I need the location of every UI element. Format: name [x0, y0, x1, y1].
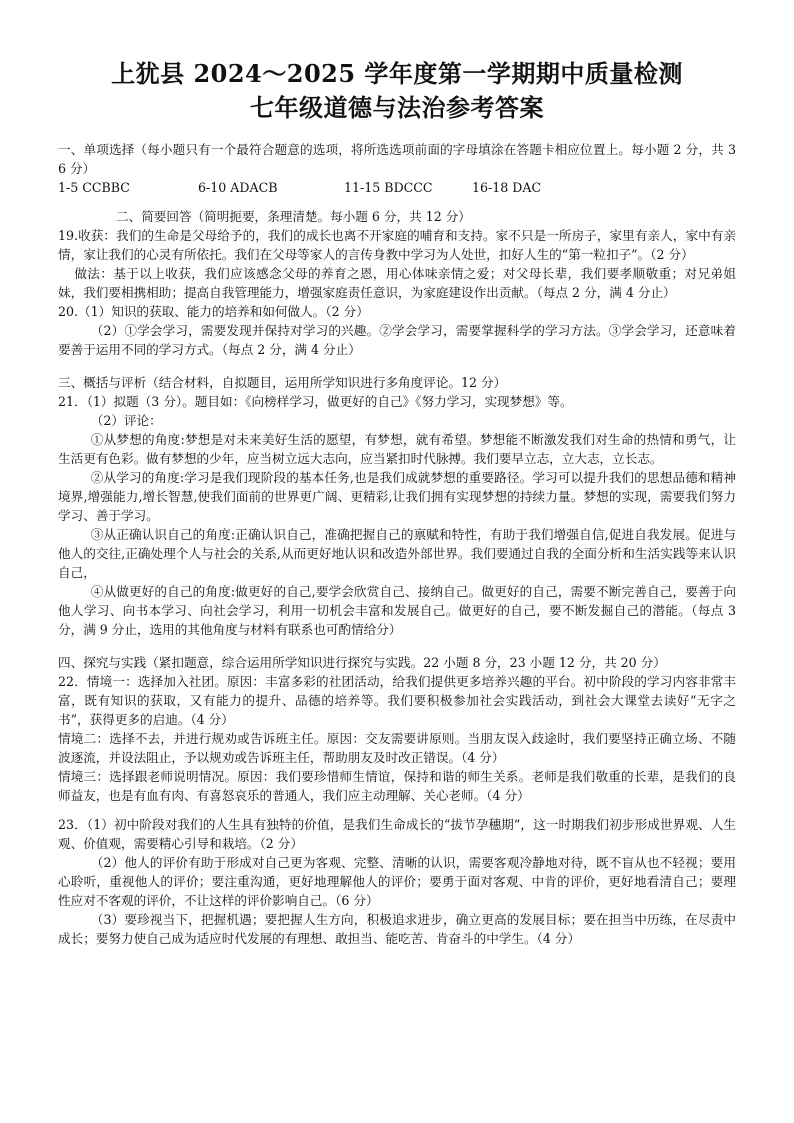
q21-part1: 21．（1）拟题（3 分）。题目如：《向榜样学习，做更好的自己》《努力学习，实现梦想》等。 [58, 394, 573, 409]
multiple-choice-answers [58, 178, 736, 197]
q22-scenario3: 情境三：选择跟老师说明情况。原因：我们要珍惜师生情谊，保持和谐的师生关系。老师是我们敬重的长辈，是我们的良师益友，也是有血有肉、有喜怒哀乐的普通人，我们应主动理解、关心老师。（4 分） [58, 769, 736, 803]
exam-title: 上犹县 2024～2025 学年度第一学期期中质量检测 [111, 59, 683, 88]
q19-practice: 做法：基于以上收获，我们应该感念父母的养育之恩，用心体味亲情之爱；对父母长辈，我们要孝顺敬重；对兄弟姐妹，我们要相携相助；提高自我管理能力，增强家庭责任意识，为家庭建设作出贡献。（每点 2 分，满 4 分止） [58, 266, 736, 300]
q21-point-better-self: ④从做更好的自己的角度:做更好的自己,要学会欣赏自己、接纳自己。做更好的自己，需要不断完善自己，要善于向他人学习、向书本学习、向社会学习，利用一切机会丰富和发展自己。做更好的自己，要不断发掘自己的潜能。（每点 3 分，满 9 分止，选用的其他角度与材料有联系也可酌情给分） [58, 584, 736, 637]
q21-part2: （2）评论： [90, 413, 162, 428]
mc-answer-6-10: 6-10 ADACB [198, 180, 278, 195]
q21-point-self: ③从正确认识自己的角度:正确认识自己，准确把握自己的禀赋和特性，有助于我们增强自信,促进自我发展。促进与他人的交往,正确处理个人与社会的关系,从而更好地认识和改造外部世界。我们要通过自我的全面分析和生活实践等来认识自己， [58, 527, 736, 580]
q23-part2: （2）他人的评价有助于形成对自己更为客观、完整、清晰的认识，需要客观冷静地对待，既不盲从也不轻视；要用心聆听，重视他人的评价；要注重沟通，更好地理解他人的评价；要勇于面对客观、中肯的评价，更好地看清自己；要理性应对不客观的评价，不让这样的评价影响自己。（6 分） [58, 855, 736, 908]
section1-heading: 一、单项选择（每小题只有一个最符合题意的选项，将所选选项前面的字母填涂在答题卡相应位置上。每小题 2 分，共 36 分） [58, 142, 736, 176]
q19-gain: 19.收获：我们的生命是父母给予的，我们的成长也离不开家庭的哺育和支持。家不只是一所房子，家里有亲人，家中有亲情，家让我们的心灵有所依托。我们在父母等家人的言传身教中学习为人处世，扣好人生的“第一粒扣子”。（2 分） [58, 228, 736, 262]
q23-part1: 23．（1）初中阶段对我们的人生具有独特的价值，是我们生命成长的“拔节孕穗期”，这一时期我们初步形成世界观、人生观、价值观，需要精心引导和栽培。（2 分） [58, 817, 736, 851]
q23-part3: （3）要珍视当下，把握机遇；要把握人生方向，积极追求进步，确立更高的发展目标；要在担当中历练，在尽责中成长；要努力使自己成为适应时代发展的有理想、敢担当、能吃苦、肯奋斗的中学生。（4 分） [58, 912, 736, 946]
section3-heading: 三、概括与评析（结合材料，自拟题目，运用所学知识进行多角度评论。12 分） [58, 375, 507, 390]
q21-point-study: ②从学习的角度:学习是我们现阶段的基本任务,也是我们成就梦想的重要路径。学习可以提升我们的思想品德和精神境界,增强能力,增长智慧,使我们面前的世界更广阔、更精彩,让我们拥有实现梦想的持续力量。梦想的实现，需要我们努力学习、善于学习。 [58, 470, 736, 523]
q22-scenario2: 情境二：选择不去，并进行规劝或告诉班主任。原因：交友需要讲原则。当朋友误入歧途时，我们要坚持正确立场、不随波逐流，并设法阻止，予以规劝或告诉班主任，帮助朋友及时改正错误。（4 分） [58, 731, 736, 765]
mc-answer-11-15: 11-15 BDCCC [344, 180, 433, 195]
exam-subtitle: 七年级道德与法治参考答案 [250, 93, 544, 122]
q20-part1: 20.（1）知识的获取、能力的培养和如何做人。（2 分） [58, 304, 369, 319]
q20-part2: （2）①学会学习，需要发现并保持对学习的兴趣。②学会学习，需要掌握科学的学习方法。③学会学习，还意味着要善于运用不同的学习方式。（每点 2 分，满 4 分止） [58, 323, 736, 357]
q21-point-dream: ①从梦想的角度:梦想是对未来美好生活的愿望，有梦想，就有希望。梦想能不断激发我们对生命的热情和勇气，让生活更有色彩。做有梦想的少年，应当树立远大志向，应当紧扣时代脉搏。我们要早立志，立大志，立长志。 [58, 432, 736, 466]
mc-answer-16-18: 16-18 DAC [472, 180, 542, 195]
q22-scenario1: 22．情境一：选择加入社团。原因：丰富多彩的社团活动，给我们提供更多培养兴趣的平台。初中阶段的学习内容非常丰富，既有知识的获取，又有能力的提升、品德的培养等。我们要积极参加社会实践活动，到社会大课堂去读好“无字之书”，获得更多的启迪。（4 分） [58, 674, 736, 727]
section2-heading: 二、简要回答（简明扼要，条理清楚。每小题 6 分，共 12 分） [116, 209, 471, 224]
section4-heading: 四、探究与实践（紧扣题意，综合运用所学知识进行探究与实践。22 小题 8 分，23 小题 12 分，共 20 分） [58, 655, 666, 670]
mc-answer-1-5: 1-5 CCBBC [58, 180, 130, 195]
